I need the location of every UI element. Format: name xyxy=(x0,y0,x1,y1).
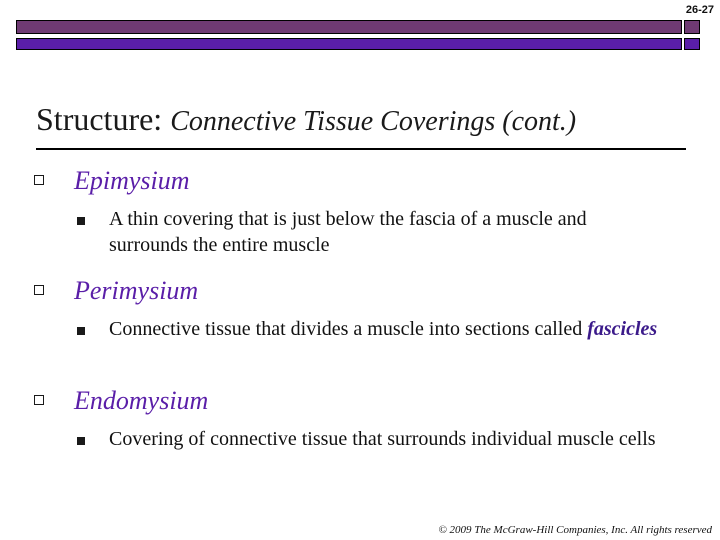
slide-title-main: Structure: xyxy=(36,101,171,137)
hollow-square-bullet-icon xyxy=(34,175,44,185)
slide-title-subtitle: Connective Tissue Coverings (cont.) xyxy=(170,106,577,137)
description-row xyxy=(34,316,694,368)
description-text: Covering of connective tissue that surrounds individual muscle cells xyxy=(109,428,656,450)
header-square-lower xyxy=(684,38,700,50)
header-stripe-upper xyxy=(16,20,682,34)
filled-square-bullet-icon xyxy=(77,217,85,225)
header-square-upper xyxy=(684,20,700,34)
term-label: Endomysium xyxy=(74,386,209,415)
term-description xyxy=(109,206,669,258)
filled-square-bullet-icon xyxy=(77,437,85,445)
term-row xyxy=(34,274,694,310)
description-row xyxy=(34,206,694,258)
filled-square-bullet-icon xyxy=(77,327,85,335)
description-row xyxy=(34,426,694,478)
title-underline xyxy=(36,148,686,150)
hollow-square-bullet-icon xyxy=(34,395,44,405)
description-text: Connective tissue that divides a muscle into sections called xyxy=(109,318,588,340)
header-stripe-lower xyxy=(16,38,682,50)
bullet-list xyxy=(34,164,694,478)
list-item-epimysium xyxy=(34,164,694,258)
term-description xyxy=(109,426,669,452)
term-description xyxy=(109,316,669,342)
term-row xyxy=(34,164,694,200)
page-number: 26-27 xyxy=(685,4,714,16)
list-item-endomysium xyxy=(34,384,694,478)
header-decoration-band xyxy=(16,20,706,44)
term-label: Perimysium xyxy=(74,276,199,305)
term-label: Epimysium xyxy=(74,166,190,195)
description-text: A thin covering that is just below the fascia of a muscle and surrounds the entire muscle xyxy=(109,208,587,256)
description-emphasis: fascicles xyxy=(587,318,658,340)
hollow-square-bullet-icon xyxy=(34,285,44,295)
copyright-notice: © 2009 The McGraw-Hill Companies, Inc. All rights reserved xyxy=(438,524,712,536)
slide-title xyxy=(36,98,576,143)
term-row xyxy=(34,384,694,420)
list-item-perimysium xyxy=(34,274,694,368)
